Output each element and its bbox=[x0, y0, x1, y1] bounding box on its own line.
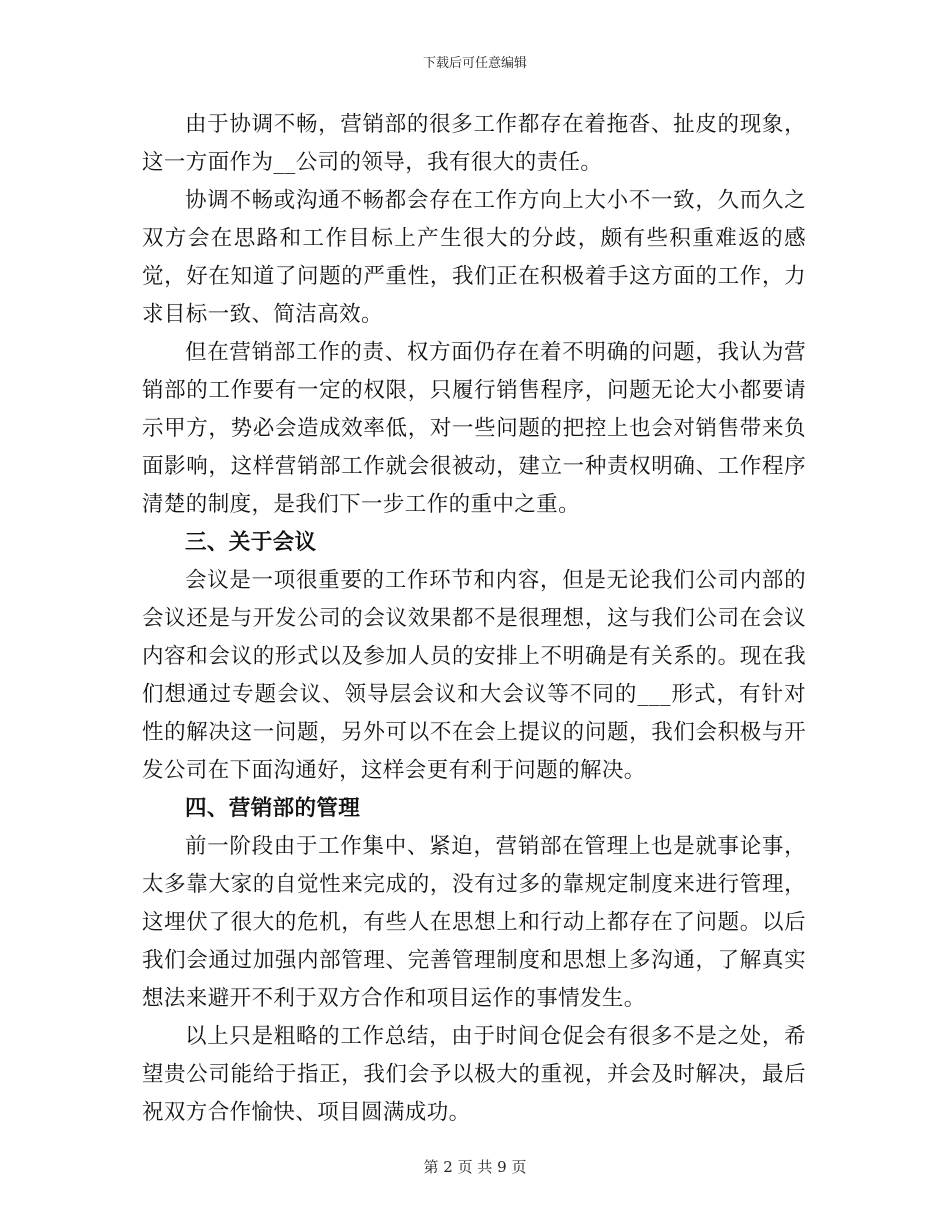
paragraph-communication: 协调不畅或沟通不畅都会存在工作方向上大小不一致，久而久之双方会在思路和工作目标上产生很大的分歧，颇有些积重难返的感觉，好在知道了问题的严重性，我们正在积极着手这方面的工作，力求目标一致、简洁高效。 bbox=[142, 188, 806, 327]
paragraph-meetings: 会议是一项很重要的工作环节和内容，但是无论我们公司内部的会议还是与开发公司的会议效果都不是很理想，这与我们公司在会议内容和会议的形式以及参加人员的安排上不明确是有关系的。现在我们想通过专题会议、领导层会议和大会议等不同的___形式，有针对性的解决这一问题，另外可以不在会上提议的问题，我们会积极与开发公司在下面沟通好，这样会更有利于问题的解决。 bbox=[142, 568, 806, 783]
paragraph-coordination: 由于协调不畅，营销部的很多工作都存在着拖沓、扯皮的现象，这一方面作为__公司的领导，我有很大的责任。 bbox=[142, 112, 806, 175]
paragraph-responsibility: 但在营销部工作的责、权方面仍存在着不明确的问题，我认为营销部的工作要有一定的权限，只履行销售程序，问题无论大小都要请示甲方，势必会造成效率低，对一些问题的把控上也会对销售带来负面影响，这样营销部工作就会很被动，建立一种责权明确、工作程序清楚的制度，是我们下一步工作的重中之重。 bbox=[142, 340, 806, 517]
section-heading-meetings: 三、关于会议 bbox=[185, 530, 317, 555]
paragraph-conclusion: 以上只是粗略的工作总结，由于时间仓促会有很多不是之处，希望贵公司能给于指正，我们会予以极大的重视，并会及时解决，最后祝双方合作愉快、项目圆满成功。 bbox=[142, 1024, 806, 1125]
document-body bbox=[142, 106, 806, 1132]
header-note: 下载后可任意编辑 bbox=[422, 56, 527, 71]
page-number: 第 2 页 共 9 页 bbox=[423, 1158, 527, 1176]
paragraph-management: 前一阶段由于工作集中、紧迫，营销部在管理上也是就事论事，太多靠大家的自觉性来完成的，没有过多的靠规定制度来进行管理，这埋伏了很大的危机，有些人在思想上和行动上都存在了问题。以后我们会通过加强内部管理、完善管理制度和思想上多沟通，了解真实想法来避开不利于双方合作和项目运作的事情发生。 bbox=[142, 834, 806, 1011]
section-heading-management: 四、营销部的管理 bbox=[185, 796, 361, 821]
